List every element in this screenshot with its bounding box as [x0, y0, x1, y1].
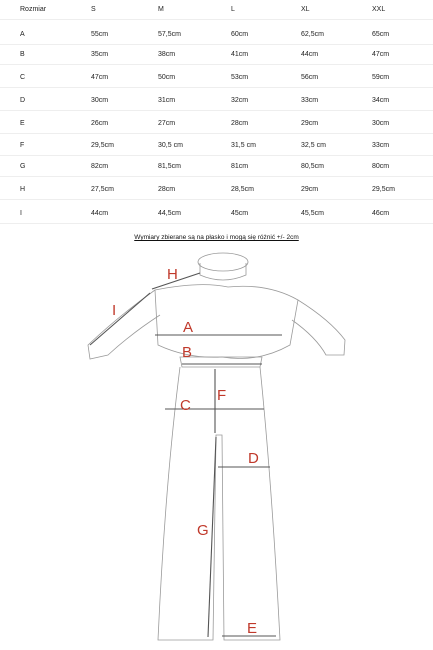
table-cell: F	[20, 142, 25, 149]
left-sleeve-outline	[88, 290, 160, 359]
label-e: E	[247, 620, 258, 637]
collar-outline	[198, 253, 248, 271]
table-cell: G	[20, 163, 26, 170]
neck-outline	[200, 263, 246, 280]
measure-line-i	[90, 293, 150, 345]
table-cell: 30,5 cm	[158, 142, 183, 149]
table-cell: 28cm	[158, 186, 176, 193]
table-cell: 81cm	[231, 163, 249, 170]
label-c: C	[180, 397, 191, 414]
table-cell: 45cm	[231, 210, 249, 217]
table-cell: 46cm	[372, 210, 390, 217]
table-row-divider	[0, 109, 433, 111]
table-cell: 80,5cm	[301, 163, 324, 170]
label-i: I	[112, 302, 117, 319]
table-cell: 44cm	[91, 210, 109, 217]
table-header-cell: Rozmiar	[20, 6, 47, 13]
bodice-outline	[155, 285, 298, 359]
jumpsuit-diagram	[0, 245, 433, 650]
table-row-divider	[0, 86, 433, 88]
table-cell: 27,5cm	[91, 186, 114, 193]
table-cell: 56cm	[301, 74, 319, 81]
table-cell: 44cm	[301, 51, 319, 58]
table-cell: E	[20, 120, 25, 127]
table-cell: 32,5 cm	[301, 142, 326, 149]
table-cell: 47cm	[91, 74, 109, 81]
table-cell: 81,5cm	[158, 163, 181, 170]
table-cell: 57,5cm	[158, 31, 181, 38]
table-cell: 55cm	[91, 31, 109, 38]
table-cell: 30cm	[91, 97, 109, 104]
label-g: G	[197, 522, 209, 539]
table-cell: 34cm	[372, 97, 390, 104]
label-a: A	[183, 319, 194, 336]
label-d: D	[248, 450, 259, 467]
table-cell: B	[20, 51, 25, 58]
table-header-cell: M	[158, 6, 164, 13]
table-cell: 33cm	[301, 97, 319, 104]
table-cell: 33cm	[372, 142, 390, 149]
right-sleeve-outline	[292, 300, 345, 355]
table-header-cell: XXL	[372, 6, 386, 13]
table-cell: 26cm	[91, 120, 109, 127]
table-cell: 27cm	[158, 120, 176, 127]
table-cell: 28,5cm	[231, 186, 254, 193]
table-cell: 32cm	[231, 97, 249, 104]
table-cell: 50cm	[158, 74, 176, 81]
table-cell: 31,5 cm	[231, 142, 256, 149]
trousers-outline	[158, 367, 280, 640]
table-cell: 35cm	[91, 51, 109, 58]
table-header-cell: L	[231, 6, 235, 13]
table-row-divider	[0, 43, 433, 45]
table-cell: 30cm	[372, 120, 390, 127]
label-b: B	[182, 344, 193, 361]
measurement-caption: Wymiary zbierane są na płasko i mogą się różnić +/- 2cm	[134, 234, 299, 241]
table-cell: C	[20, 74, 26, 81]
table-cell: 28cm	[231, 120, 249, 127]
table-row-divider	[0, 154, 433, 156]
table-row-divider	[0, 175, 433, 177]
table-cell: 29,5cm	[91, 142, 114, 149]
table-cell: 62,5cm	[301, 31, 324, 38]
table-cell: 29cm	[301, 186, 319, 193]
table-cell: 31cm	[158, 97, 176, 104]
table-cell: H	[20, 186, 26, 193]
table-cell: 80cm	[372, 163, 390, 170]
table-cell: 59cm	[372, 74, 390, 81]
table-cell: 44,5cm	[158, 210, 181, 217]
waistband-outline	[180, 357, 262, 367]
table-cell: 45,5cm	[301, 210, 324, 217]
table-cell: I	[20, 210, 22, 217]
table-header-cell: XL	[301, 6, 310, 13]
table-row-divider	[0, 222, 433, 224]
table-header-divider	[0, 18, 433, 20]
table-cell: 82cm	[91, 163, 109, 170]
table-cell: 41cm	[231, 51, 249, 58]
table-row-divider	[0, 132, 433, 134]
table-cell: 29cm	[301, 120, 319, 127]
table-row-divider	[0, 63, 433, 65]
table-header-cell: S	[91, 6, 96, 13]
table-cell: A	[20, 31, 25, 38]
table-cell: 47cm	[372, 51, 390, 58]
table-cell: 53cm	[231, 74, 249, 81]
table-row-divider	[0, 198, 433, 200]
label-f: F	[217, 387, 227, 404]
table-cell: 65cm	[372, 31, 390, 38]
table-cell: 60cm	[231, 31, 249, 38]
table-cell: D	[20, 97, 26, 104]
label-h: H	[167, 266, 178, 283]
table-cell: 29,5cm	[372, 186, 395, 193]
table-cell: 38cm	[158, 51, 176, 58]
